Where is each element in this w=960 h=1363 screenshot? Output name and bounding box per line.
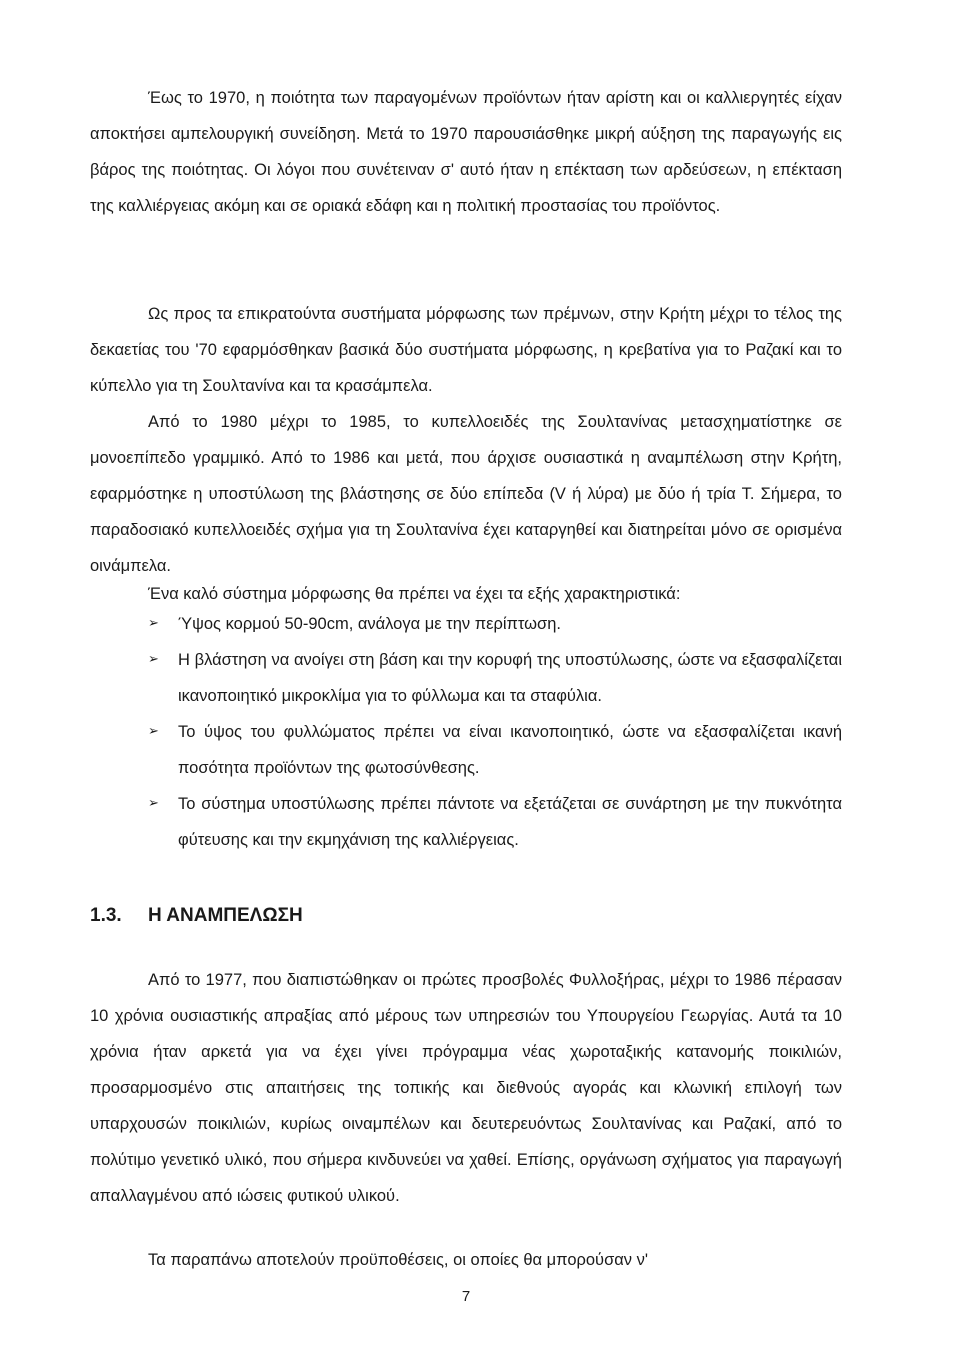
arrow-bullet-icon: ➢: [148, 616, 159, 631]
list-item: [90, 714, 842, 786]
section-heading: [90, 898, 303, 934]
list-item-text: Το ύψος του φυλλώματος πρέπει να είναι ικανοποιητικό, ώστε να εξασφαλίζεται ικανή ποσότητα προϊόντων της φωτοσύνθεσης.: [178, 723, 842, 777]
paragraph-good-system-intro: Ένα καλό σύστημα μόρφωσης θα πρέπει να έχει τα εξής χαρακτηριστικά:: [148, 585, 681, 603]
document-page: [90, 0, 842, 1363]
list-item: [90, 606, 842, 642]
paragraph-training-evolution: Από το 1980 μέχρι το 1985, το κυπελλοειδές της Σουλτανίνας μετασχηματίστηκε σε μονοεπίπεδο γραμμικό. Από το 1986 και μετά, που άρχισε ουσιαστικά η αναμπέλωση στην Κρήτη, εφαρμόστηκε η υποστύλωση της βλάστησης σε δύο επίπεδα (V ή λύρα) με δύο ή τρία Τ. Σήμερα, το παραδοσιακό κυπελλοειδές σχήμα για τη Σουλτανίνα έχει καταργηθεί και διατηρείται μόνο σε ορισμένα οινάμπελα.: [90, 413, 842, 575]
paragraph-replanting: Από το 1977, που διαπιστώθηκαν οι πρώτες προσβολές Φυλλοξήρας, μέχρι το 1986 πέρασαν 10 χρόνια ουσιαστικής απραξίας από μέρους των υπηρεσιών του Υπουργείου Γεωργίας. Αυτά τα 10 χρόνια ήταν αρκετά για να έχει γίνει πρόγραμμα νέας χωροταξικής κατανομής ποικιλιών, προσαρμοσμένο στις απαιτήσεις της τοπικής και διεθνούς αγοράς και κλωνική επιλογή των υπαρχουσών ποικιλιών, κυρίως οιναμπέλων και δευτερευόντως Σουλτανίνας και Ραζακί, από το πολύτιμο γενετικό υλικό, που σήμερα κινδυνεύει να χαθεί. Επίσης, οργάνωση σχήματος για παραγωγή απαλλαγμένου από ιώσεις φυτικού υλικού.: [90, 971, 842, 1205]
arrow-bullet-icon: ➢: [148, 724, 159, 739]
characteristics-list: [90, 606, 842, 858]
list-item-text: Το σύστημα υποστύλωσης πρέπει πάντοτε να εξετάζεται σε συνάρτηση με την πυκνότητα φύτευσης και την εκμηχάνιση της καλλιέργειας.: [178, 795, 842, 849]
section-title: Η ΑΝΑΜΠΕΛΩΣΗ: [148, 905, 303, 926]
list-item: [90, 642, 842, 714]
list-item-text: Ύψος κορμού 50-90cm, ανάλογα με την περίπτωση.: [178, 615, 561, 633]
arrow-bullet-icon: ➢: [148, 796, 159, 811]
arrow-bullet-icon: ➢: [148, 652, 159, 667]
list-item: [90, 786, 842, 858]
paragraph-training-systems: Ως προς τα επικρατούντα συστήματα μόρφωσης των πρέμνων, στην Κρήτη μέχρι το τέλος της δεκαετίας του '70 εφαρμόσθηκαν βασικά δύο συστήματα μόρφωσης, η κρεβατίνα για το Ραζακί και το κύπελλο για τη Σουλτανίνα και τα κρασάμπελα.: [90, 305, 842, 395]
paragraph-quality-history: Έως το 1970, η ποιότητα των παραγομένων προϊόντων ήταν αρίστη και οι καλλιεργητές είχαν αποκτήσει αμπελουργική συνείδηση. Μετά το 1970 παρουσιάσθηκε μικρή αύξηση της παραγωγής εις βάρος της ποιότητας. Οι λόγοι που συνέτειναν σ' αυτό ήταν η επέκταση των αρδεύσεων, η επέκταση της καλλιέργειας ακόμη και σε οριακά εδάφη και η πολιτική προστασίας του προϊόντος.: [90, 89, 842, 215]
paragraph-prerequisites: Τα παραπάνω αποτελούν προϋποθέσεις, οι οποίες θα μπορούσαν ν': [148, 1251, 649, 1269]
section-number: 1.3.: [90, 905, 122, 926]
list-item-text: Η βλάστηση να ανοίγει στη βάση και την κορυφή της υποστύλωσης, ώστε να εξασφαλίζεται ικανοποιητικό μικροκλίμα για το φύλλωμα και τα σταφύλια.: [178, 651, 842, 705]
page-number: 7: [461, 1288, 471, 1305]
